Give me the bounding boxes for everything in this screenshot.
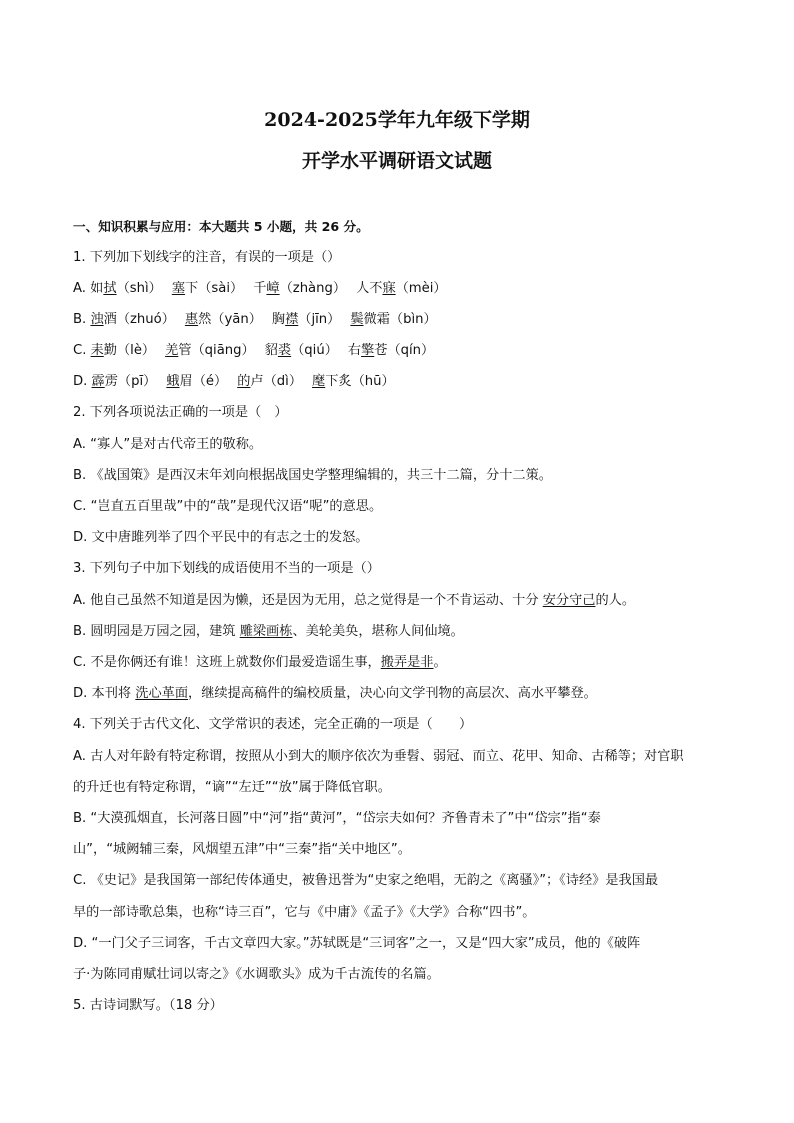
pinyin: （shì） — [116, 281, 162, 296]
underlined-char: 的 — [237, 374, 251, 389]
underlined-idiom: 洗心革面 — [135, 686, 189, 701]
underlined-char: 麾 — [312, 374, 326, 389]
pinyin: （qiāng） — [191, 343, 255, 358]
option-label: A. 如 — [73, 281, 104, 296]
pinyin: （sài） — [198, 281, 244, 296]
pinyin: （lè） — [116, 343, 156, 358]
word-text: 苍 — [374, 343, 388, 358]
word-text: 卢 — [250, 374, 264, 389]
question-2-stem: 2. 下列各项说法正确的一项是（ ） — [73, 405, 288, 420]
question-1-option-d — [73, 373, 723, 391]
question-5-stem: 5. 古诗词默写。（18 分） — [73, 998, 223, 1013]
underlined-char: 寐 — [382, 281, 396, 296]
question-3-option-c — [73, 654, 723, 672]
question-3-stem: 3. 下列句子中加下划线的成语使用不当的一项是（） — [73, 561, 380, 576]
underlined-char: 浊 — [90, 312, 104, 327]
underlined-char: 惠 — [184, 312, 199, 327]
question-1-option-c — [73, 342, 723, 360]
question-4-option-a-line1: A. 古人对年龄有特定称谓，按照从小到大的顺序依次为垂髫、弱冠、而立、花甲、知命、古稀等；对官职 — [73, 749, 684, 764]
pinyin: （mèi） — [395, 281, 447, 296]
option-text: ，继续提高稿件的编校质量，决心向文学刊物的高层次、高水平攀登。 — [188, 686, 597, 701]
word-text: 勤 — [103, 343, 117, 358]
word-text: 雳 — [104, 374, 118, 389]
underlined-char: 拭 — [103, 281, 117, 296]
option-text: A. 他自己虽然不知道是因为懒，还是因为无用，总之觉得是一个不肯运动、十分 — [73, 593, 543, 608]
question-2-option-a: A. “寡人”是对古代帝王的敬称。 — [73, 437, 263, 452]
question-4-option-d-line2: 子·为陈同甫赋壮词以寄之》《水调歌头》成为千古流传的名篇。 — [73, 967, 440, 982]
pinyin: （dì） — [263, 374, 303, 389]
question-3-option-b — [73, 623, 723, 641]
question-3-option-a — [73, 592, 723, 610]
option-label: C. — [73, 343, 91, 358]
underlined-idiom: 搬弄是非 — [380, 655, 434, 670]
word-text: 貂 — [264, 343, 278, 358]
word-text: 下炙 — [325, 374, 352, 389]
question-1-option-b — [73, 311, 723, 329]
option-text: D. 本刊将 — [73, 686, 136, 701]
word-text: 下 — [185, 281, 199, 296]
pinyin: （pī） — [117, 374, 157, 389]
question-4-stem: 4. 下列关于古代文化、文学常识的表述，完全正确的一项是（ ） — [73, 717, 473, 732]
question-2-option-b: B. 《战国策》是西汉末年刘向根据战国史学整理编辑的，共三十二篇，分十二策。 — [73, 468, 552, 483]
question-4-option-c-line1: C. 《史记》是我国第一部纪传体通史，被鲁迅誉为“史家之绝唱，无韵之《离骚》”；《诗经》是我国最 — [73, 873, 659, 888]
option-text: 。 — [433, 655, 447, 670]
question-4-option-b-line2: 山”，“城阙辅三秦，风烟望五津”中“三秦”指“关中地区”。 — [73, 842, 411, 857]
pinyin: （yān） — [211, 312, 262, 327]
pinyin: （jīn） — [298, 312, 341, 327]
pinyin: （zhàng） — [279, 281, 347, 296]
section-heading: 一、知识积累与应用：本大题共 5 小题，共 26 分。 — [73, 219, 369, 234]
word-text: 酒 — [103, 312, 117, 327]
pinyin: （é） — [192, 374, 228, 389]
question-2-option-d: D. 文中唐雎列举了四个平民中的有志之士的发怒。 — [73, 530, 369, 545]
question-2-option-c: C. “岂直五百里哉”中的“哉”是现代汉语“呢”的意思。 — [73, 499, 383, 514]
option-text: B. 圆明园是万园之园，建筑 — [73, 624, 240, 639]
pinyin: （bìn） — [389, 312, 437, 327]
question-1-stem: 1. 下列加下划线字的注音，有误的一项是（） — [73, 250, 341, 265]
exam-title: 2024-2025学年九年级下学期 — [264, 109, 530, 131]
word-text: 胸 — [271, 312, 286, 327]
underlined-char: 襟 — [285, 312, 299, 327]
pinyin: （qín） — [387, 343, 435, 358]
exam-subtitle: 开学水平调研语文试题 — [301, 150, 492, 172]
word-text: 右 — [347, 343, 362, 358]
underlined-char: 霹 — [91, 374, 105, 389]
pinyin: （qiú） — [291, 343, 338, 358]
question-4-option-c-line2: 早的一部诗歌总集，也称“诗三百”，它与《中庸》《孟子》《大学》合称“四书”。 — [73, 905, 536, 920]
question-3-option-d — [73, 685, 723, 703]
option-text: 、美轮美奂，堪称人间仙境。 — [292, 624, 464, 639]
question-1-option-a — [73, 280, 723, 298]
pinyin: （zhuó） — [116, 312, 175, 327]
pinyin: （hū） — [351, 374, 395, 389]
word-text: 然 — [198, 312, 212, 327]
question-4-option-d-line1: D. “一门父子三词客，千古文章四大家。”苏轼既是“三词客”之一，又是“四大家”成员，他的《破阵 — [73, 936, 641, 951]
option-label: B. — [73, 312, 91, 327]
underlined-char: 擎 — [361, 343, 375, 358]
underlined-char: 耒 — [90, 343, 104, 358]
option-label: D. — [73, 374, 92, 389]
underlined-char: 蛾 — [166, 374, 180, 389]
underlined-char: 羌 — [165, 343, 179, 358]
word-text: 眉 — [179, 374, 193, 389]
underlined-char: 塞 — [171, 281, 186, 296]
underlined-char: 鬓 — [350, 312, 364, 327]
underlined-idiom: 安分守己 — [542, 593, 596, 608]
option-text: C. 不是你俩还有谁！这班上就数你们最爱造谣生事， — [73, 655, 381, 670]
word-text: 管 — [178, 343, 192, 358]
question-4-option-a-line2: 的升迁也有特定称谓，“谪”“左迁”“放”属于降低官职。 — [73, 780, 391, 795]
word-text: 微霜 — [363, 312, 390, 327]
underlined-char: 嶂 — [266, 281, 280, 296]
underlined-idiom: 雕梁画栋 — [239, 624, 293, 639]
word-text: 千 — [253, 281, 267, 296]
question-4-option-b-line1: B. “大漠孤烟直，长河落日圆”中“河”指“黄河”，“岱宗夫如何？齐鲁青未了”中“岱宗”指“泰 — [73, 811, 601, 826]
option-text: 的人。 — [595, 593, 636, 608]
word-text: 人不 — [356, 281, 383, 296]
underlined-char: 裘 — [277, 343, 292, 358]
